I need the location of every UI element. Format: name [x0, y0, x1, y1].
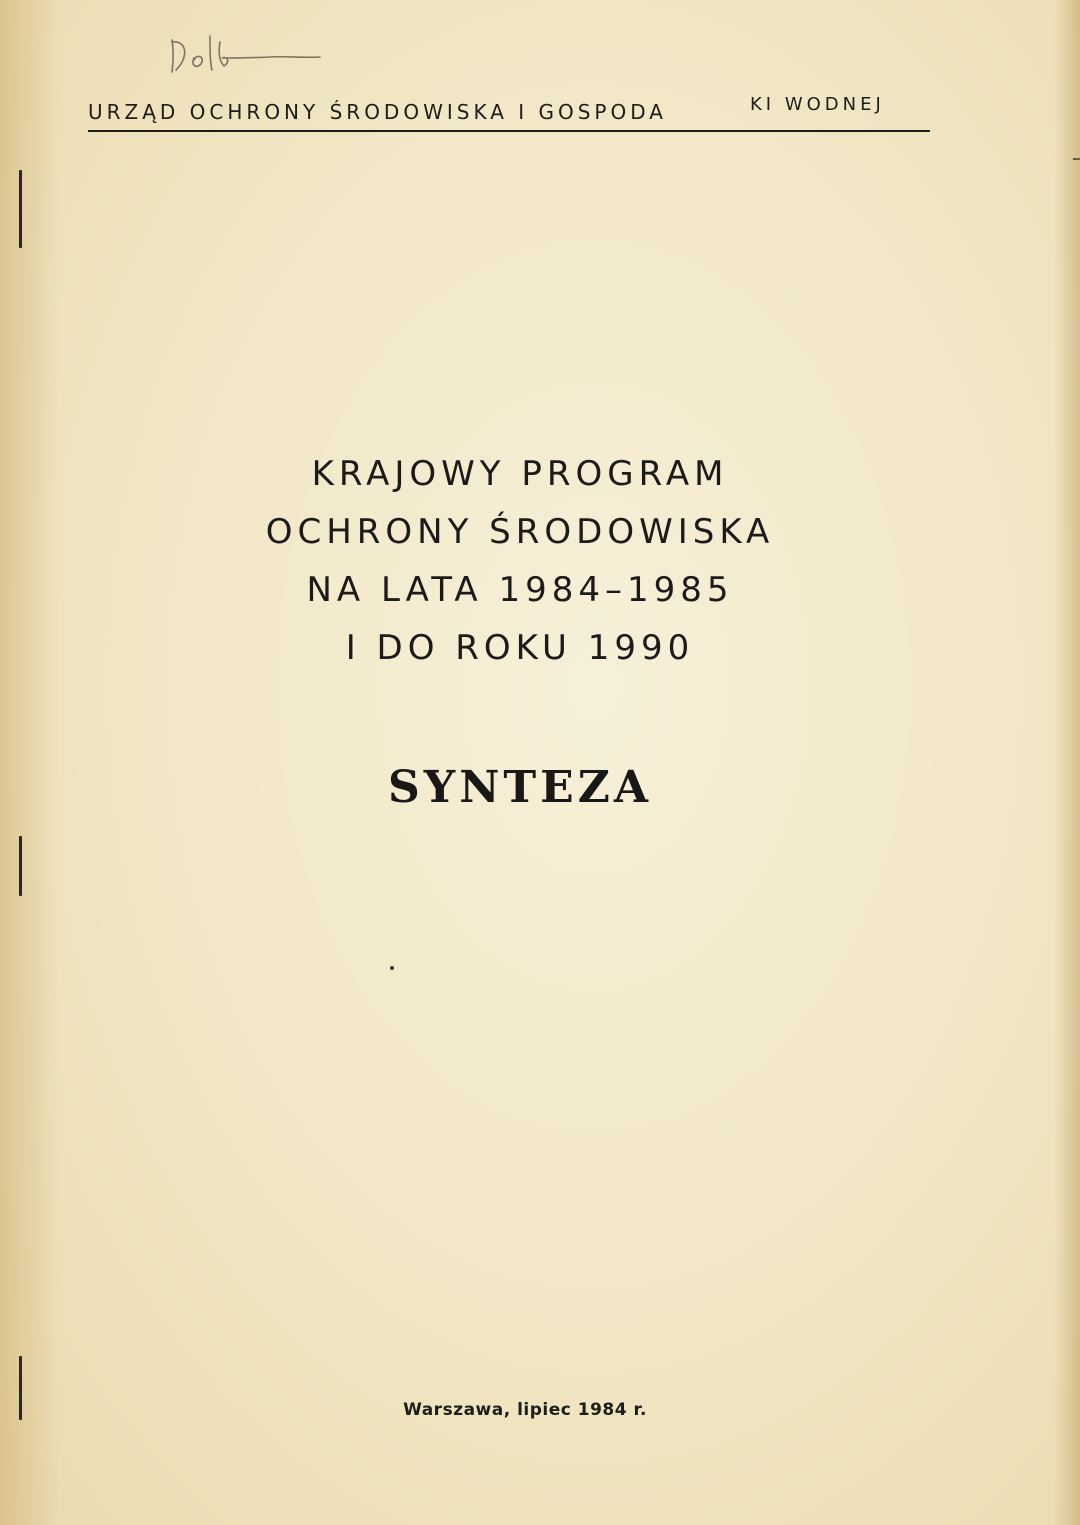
title-line-3: NA LATA 1984–1985	[306, 570, 734, 610]
title-line-1: KRAJOWY PROGRAM	[311, 454, 729, 494]
staple-middle	[19, 836, 22, 896]
issuer-header	[88, 92, 930, 132]
document-subtitle: SYNTEZA	[388, 762, 652, 813]
staple-top	[19, 170, 22, 248]
paper-speck	[390, 966, 394, 970]
title-line-4: I DO ROKU 1990	[345, 628, 695, 668]
handwritten-signature	[160, 28, 360, 88]
issuer-text-correction: KI WODNEJ	[750, 94, 885, 115]
place-and-date: Warszawa, lipiec 1984 r.	[403, 1400, 647, 1420]
title-line-2: OCHRONY ŚRODOWISKA	[265, 512, 775, 552]
issuer-text: URZĄD OCHRONY ŚRODOWISKA I GOSPODA	[88, 100, 667, 124]
header-underline	[88, 130, 930, 132]
edge-mark	[1073, 158, 1080, 160]
document-title	[0, 445, 1040, 677]
